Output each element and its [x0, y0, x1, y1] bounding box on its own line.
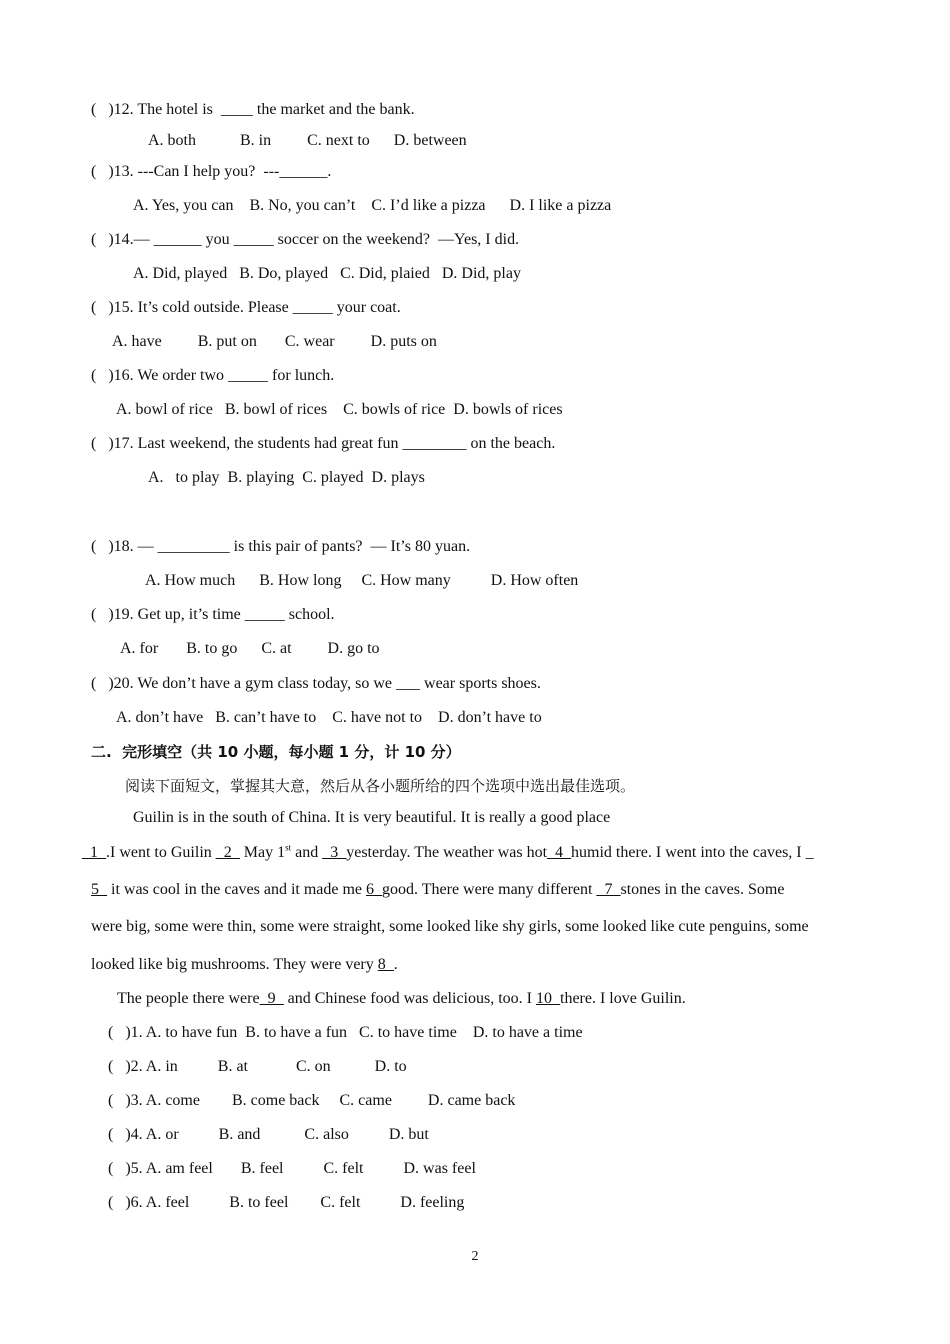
q13-options: A. Yes, you can B. No, you can’t C. I’d like a pizza D. I like a pizza [133, 197, 612, 214]
passage-line-4: were big, some were thin, some were straight, some looked like shy girls, some looked like cute penguins, some [91, 918, 809, 935]
blank-4: _4_ [547, 844, 572, 861]
blank-3: _3_ [322, 844, 347, 861]
q14-options: A. Did, played B. Do, played C. Did, plaied D. Did, play [133, 265, 521, 282]
q17-stem: ( )17. Last weekend, the students had great fun ________ on the beach. [91, 435, 556, 452]
q15-options: A. have B. put on C. wear D. puts on [112, 333, 437, 350]
blank-10: 10_ [536, 990, 560, 1007]
passage-line-1: Guilin is in the south of China. It is very beautiful. It is really a good place [133, 809, 611, 826]
blank-5: 5_ [91, 881, 107, 898]
q16-options: A. bowl of rice B. bowl of rices C. bowls of rice D. bowls of rices [116, 401, 563, 418]
blank-6: 6_ [366, 881, 383, 898]
cloze-question-2: ( )2. A. in B. at C. on D. to [108, 1058, 407, 1075]
section2-heading: 二. 完形填空（共 10 小题，每小题 1 分，计 10 分） [91, 743, 461, 761]
blank-8: 8_ [377, 956, 394, 973]
cloze-question-3: ( )3. A. come B. come back C. came D. came back [108, 1092, 516, 1109]
q15-stem: ( )15. It’s cold outside. Please _____ your coat. [91, 299, 401, 316]
q19-stem: ( )19. Get up, it’s time _____ school. [91, 606, 335, 623]
passage-line-5: looked like big mushrooms. They were very 8_. [91, 956, 398, 973]
q14-stem: ( )14.— ______ you _____ soccer on the weekend? —Yes, I did. [91, 231, 520, 248]
q16-stem: ( )16. We order two _____ for lunch. [91, 367, 335, 384]
cloze-question-5: ( )5. A. am feel B. feel C. felt D. was feel [108, 1160, 476, 1177]
blank-1: _1_ [82, 844, 106, 861]
q18-options: A. How much B. How long C. How many D. How often [145, 572, 579, 589]
q19-options: A. for B. to go C. at D. go to [120, 640, 380, 657]
q17-options: A. to play B. playing C. played D. plays [148, 469, 425, 486]
cloze-question-6: ( )6. A. feel B. to feel C. felt D. feeling [108, 1194, 465, 1211]
q12-options: A. both B. in C. next to D. between [148, 132, 467, 149]
page-number: 2 [471, 1249, 479, 1264]
q20-options: A. don’t have B. can’t have to C. have not to D. don’t have to [116, 709, 542, 726]
passage-line-6: The people there were_9_ and Chinese food was delicious, too. I 10_there. I love Guilin. [117, 990, 686, 1007]
cloze-question-4: ( )4. A. or B. and C. also D. but [108, 1126, 429, 1143]
blank-9: _9_ [259, 990, 284, 1007]
q13-stem: ( )13. ---Can I help you? ---______. [91, 163, 332, 180]
passage-line-3: 5_ it was cool in the caves and it made me 6_good. There were many different _7_stones in the caves. Some [91, 881, 785, 898]
cloze-question-1: ( )1. A. to have fun B. to have a fun C. to have time D. to have a time [108, 1024, 583, 1041]
q20-stem: ( )20. We don’t have a gym class today, so we ___ wear sports shoes. [91, 675, 541, 692]
blank-7: _7_ [596, 881, 621, 898]
passage-line-2: _1_.I went to Guilin _2_ May 1st and _3_yesterday. The weather was hot_4_humid there. I went into the caves, I _ [82, 842, 814, 861]
q18-stem: ( )18. — _________ is this pair of pants? — It’s 80 yuan. [91, 538, 471, 555]
q12-stem: ( )12. The hotel is ____ the market and the bank. [91, 101, 415, 118]
blank-2: _2_ [215, 844, 240, 861]
section2-instruction: 阅读下面短文，掌握其大意，然后从各小题所给的四个选项中选出最佳选项。 [125, 777, 636, 795]
